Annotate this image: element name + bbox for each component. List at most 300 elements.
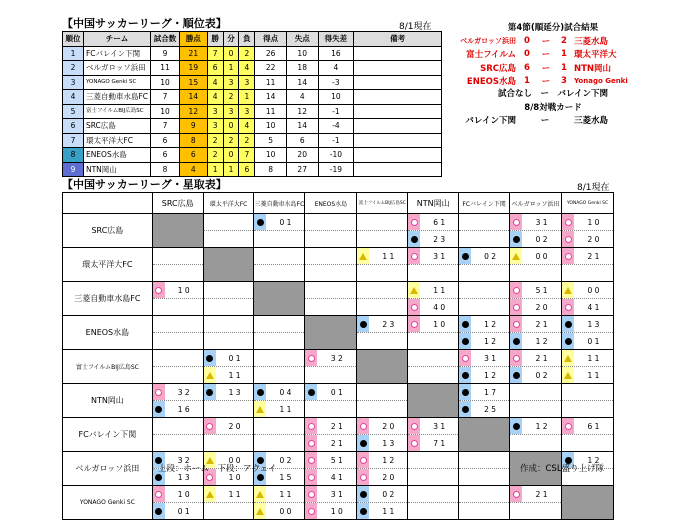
- result-mark: [357, 265, 369, 281]
- home-result: [408, 316, 458, 333]
- standings-points-cell: 14: [179, 90, 207, 105]
- away-result: [204, 401, 254, 417]
- star-column-header: 環太平洋大FC: [203, 193, 254, 214]
- score-text: 4 1: [587, 302, 600, 312]
- result-mark: [510, 231, 522, 247]
- standings-points-cell: 6: [179, 148, 207, 163]
- standings-header-row: [63, 32, 442, 47]
- loss-dot-icon: [462, 372, 469, 379]
- standings-header-cell: 分: [223, 32, 239, 47]
- result-mark: [510, 401, 522, 417]
- away-result: [510, 435, 561, 451]
- standings-team-cell: FCバレイン下関: [83, 46, 150, 61]
- away-result: [357, 333, 407, 349]
- score-text: 1 3: [587, 319, 600, 329]
- loss-dot-icon: [513, 372, 520, 379]
- star-self-cell: [408, 384, 459, 418]
- result-mark: [357, 503, 369, 519]
- result-mark: [408, 282, 420, 298]
- star-cell: [254, 214, 305, 248]
- loss-dot-icon: [360, 321, 367, 328]
- score-text: 2 0: [587, 234, 600, 244]
- score-text: 1 1: [587, 353, 600, 363]
- star-cell: [510, 282, 562, 316]
- star-cell: [305, 350, 357, 384]
- result-mark: [204, 299, 216, 315]
- home-result: [562, 316, 613, 333]
- star-cell: [203, 282, 254, 316]
- away-result: [305, 367, 356, 383]
- result-mark: [510, 350, 522, 366]
- standings-ga-cell: 20: [286, 148, 318, 163]
- home-result: [204, 350, 254, 367]
- result-mark: [357, 435, 369, 451]
- standings-draw-cell: 1: [223, 162, 239, 177]
- away-result: [357, 401, 407, 417]
- card-sep: ー: [540, 116, 550, 126]
- home-result: [204, 384, 254, 401]
- star-cell: [357, 248, 408, 282]
- result-mark: [305, 265, 317, 281]
- home-result: [459, 248, 509, 265]
- score-text: 1 1: [382, 251, 395, 261]
- score-text: 2 1: [535, 353, 548, 363]
- standings-note-cell: [354, 133, 442, 148]
- home-result: [459, 214, 509, 231]
- result-mark: [254, 401, 266, 417]
- star-column-header: YONAGO Genki SC: [562, 193, 614, 214]
- home-result: [254, 384, 304, 401]
- result-mark: [305, 299, 317, 315]
- standings-draw-cell: 2: [223, 133, 239, 148]
- draw-triangle-icon: [206, 372, 214, 379]
- standings-loss-cell: 3: [239, 75, 255, 90]
- result-mark: [254, 350, 266, 366]
- star-cell: [305, 418, 357, 452]
- standings-loss-cell: 2: [239, 133, 255, 148]
- standings-ga-cell: 10: [286, 46, 318, 61]
- star-cell: [203, 418, 254, 452]
- result-mark: [459, 350, 471, 366]
- away-result: [408, 367, 458, 383]
- score-text: 0 1: [228, 353, 241, 363]
- result-home: ENEOS水島: [466, 77, 516, 88]
- star-cell: [203, 350, 254, 384]
- away-result: [254, 231, 304, 247]
- result-mark: [153, 299, 165, 315]
- away-result: [459, 367, 509, 383]
- away-result: [408, 231, 458, 247]
- away-result: [357, 299, 407, 315]
- star-cell: [459, 452, 510, 486]
- win-circle-icon: [308, 474, 315, 481]
- away-result: [562, 435, 613, 451]
- standings-rank-cell: 3: [63, 75, 84, 90]
- result-mark: [204, 333, 216, 349]
- standings-gf-cell: 10: [255, 119, 287, 134]
- star-cell: [459, 214, 510, 248]
- star-cell: [357, 486, 408, 520]
- away-result: [562, 333, 613, 349]
- win-circle-icon: [308, 355, 315, 362]
- home-result: [305, 384, 356, 401]
- standings-team-cell: ENEOS水島: [83, 148, 150, 163]
- home-result: [408, 350, 458, 367]
- table-row: [63, 46, 442, 61]
- star-cell: [357, 316, 408, 350]
- standings-team-cell: ベルガロッソ浜田: [83, 61, 150, 76]
- win-circle-icon: [513, 287, 520, 294]
- standings-games-cell: 10: [151, 75, 180, 90]
- standings-games-cell: 6: [151, 133, 180, 148]
- away-result: [510, 333, 561, 349]
- score-text: 5 1: [330, 455, 343, 465]
- score-text: 1 1: [587, 370, 600, 380]
- table-row: [63, 316, 614, 350]
- win-circle-icon: [308, 423, 315, 430]
- away-result: [408, 503, 458, 519]
- away-result: [153, 435, 203, 451]
- star-cell: [562, 350, 614, 384]
- result-mark: [562, 333, 574, 349]
- home-result: [408, 282, 458, 299]
- score-text: 1 0: [330, 506, 343, 516]
- standings-rank-cell: 8: [63, 148, 84, 163]
- result-mark: [459, 282, 471, 298]
- standings-points-cell: 9: [179, 119, 207, 134]
- home-result: [254, 350, 304, 367]
- standings-loss-cell: 3: [239, 104, 255, 119]
- result-mark: [305, 282, 317, 298]
- score-text: 1 3: [228, 387, 241, 397]
- result-mark: [204, 503, 216, 519]
- result-mark: [153, 282, 165, 298]
- home-result: [562, 248, 613, 265]
- table-row: [63, 162, 442, 177]
- standings-draw-cell: 0: [223, 119, 239, 134]
- draw-triangle-icon: [206, 491, 214, 498]
- home-result: [459, 316, 509, 333]
- result-mark: [562, 418, 574, 434]
- standings-ga-cell: 14: [286, 75, 318, 90]
- standings-gd-cell: -1: [318, 133, 354, 148]
- standings-gf-cell: 26: [255, 46, 287, 61]
- standings-gd-cell: -10: [318, 148, 354, 163]
- result-mark: [153, 503, 165, 519]
- standings-gf-cell: 8: [255, 162, 287, 177]
- result-mark: [357, 469, 369, 485]
- star-cell: [305, 282, 357, 316]
- table-row: [63, 486, 614, 520]
- result-mark: [305, 503, 317, 519]
- star-cell: [203, 486, 254, 520]
- score-text: 5 1: [535, 285, 548, 295]
- draw-triangle-icon: [256, 406, 264, 413]
- star-cell: [510, 486, 562, 520]
- star-row-team: FCバレイン下関: [63, 418, 153, 452]
- home-result: [562, 384, 613, 401]
- standings-ga-cell: 4: [286, 90, 318, 105]
- standings-draw-cell: 2: [223, 90, 239, 105]
- result-mark: [204, 486, 216, 502]
- standings-table: [62, 31, 442, 177]
- result-mark: [510, 503, 522, 519]
- star-cell: [562, 282, 614, 316]
- star-column-header: 三菱自動車水島FC: [254, 193, 305, 214]
- standings-header-cell: 得失差: [318, 32, 354, 47]
- result-mark: [153, 486, 165, 502]
- star-date: 8/1現在: [577, 183, 610, 193]
- away-result: [408, 299, 458, 315]
- away-result: [459, 265, 509, 281]
- home-result: [204, 486, 254, 503]
- table-row: [63, 133, 442, 148]
- away-result: [204, 333, 254, 349]
- away-result: [204, 435, 254, 451]
- star-self-cell: [357, 350, 408, 384]
- score-text: 0 2: [279, 455, 292, 465]
- loss-dot-icon: [462, 253, 469, 260]
- result-mark: [510, 248, 522, 264]
- score-text: 2 1: [330, 438, 343, 448]
- result-mark: [408, 248, 420, 264]
- standings-note-cell: [354, 75, 442, 90]
- score-text: 2 0: [535, 302, 548, 312]
- win-circle-icon: [565, 304, 572, 311]
- standings-team-cell: SRC広島: [83, 119, 150, 134]
- away-result: [153, 367, 203, 383]
- standings-win-cell: 2: [207, 148, 223, 163]
- standings-ga-cell: 27: [286, 162, 318, 177]
- score-text: 2 1: [535, 489, 548, 499]
- result-mark: [562, 248, 574, 264]
- result-mark: [254, 214, 266, 230]
- home-result: [510, 486, 561, 503]
- score-text: 0 4: [279, 387, 292, 397]
- home-result: [153, 384, 203, 401]
- score-text: 3 1: [330, 489, 343, 499]
- away-result: [305, 469, 356, 485]
- result-mark: [204, 418, 216, 434]
- loss-dot-icon: [360, 491, 367, 498]
- standings-games-cell: 10: [151, 104, 180, 119]
- result-mark: [254, 384, 266, 400]
- away-result: [459, 469, 509, 485]
- home-result: [204, 282, 254, 299]
- away-result: [510, 367, 561, 383]
- home-result: [153, 316, 203, 333]
- standings-ga-cell: 18: [286, 61, 318, 76]
- away-result: [204, 367, 254, 383]
- result-mark: [510, 299, 522, 315]
- star-cell: [408, 316, 459, 350]
- standings-points-cell: 8: [179, 133, 207, 148]
- score-text: 6 1: [433, 217, 446, 227]
- star-cell: [408, 350, 459, 384]
- result-home: 富士フイルム: [466, 50, 516, 61]
- star-footer-left: 上段：ホーム 下段：アウェイ: [158, 464, 277, 474]
- result-away-score: 3: [561, 76, 567, 87]
- star-cell: [152, 248, 203, 282]
- standings-note-cell: [354, 46, 442, 61]
- table-row: [63, 384, 614, 418]
- standings-win-cell: 3: [207, 104, 223, 119]
- result-mark: [204, 282, 216, 298]
- result-mark: [153, 265, 165, 281]
- away-result: [562, 265, 613, 281]
- standings-draw-cell: 0: [223, 148, 239, 163]
- score-text: 2 3: [433, 234, 446, 244]
- result-home-score: 6: [524, 62, 530, 73]
- table-row: [63, 214, 614, 248]
- win-circle-icon: [411, 219, 418, 226]
- away-result: [305, 299, 356, 315]
- result-mark: [305, 452, 317, 468]
- loss-dot-icon: [411, 236, 418, 243]
- result-home: ベルガロッソ浜田: [460, 36, 516, 45]
- home-result: [510, 418, 561, 435]
- result-mark: [562, 350, 574, 366]
- loss-dot-icon: [360, 508, 367, 515]
- table-row: [63, 61, 442, 76]
- result-mark: [408, 265, 420, 281]
- standings-rank-cell: 7: [63, 133, 84, 148]
- result-mark: [459, 503, 471, 519]
- result-mark: [510, 316, 522, 332]
- score-text: 6 1: [587, 421, 600, 431]
- away-result: [357, 265, 407, 281]
- result-mark: [408, 418, 420, 434]
- score-text: 4 0: [433, 302, 446, 312]
- score-text: 0 0: [279, 506, 292, 516]
- result-mark: [254, 435, 266, 451]
- score-text: 1 7: [484, 387, 497, 397]
- loss-dot-icon: [155, 406, 162, 413]
- star-cell: [510, 214, 562, 248]
- star-cell: [203, 214, 254, 248]
- result-mark: [305, 214, 317, 230]
- away-result: [357, 231, 407, 247]
- star-row-team: SRC広島: [63, 214, 153, 248]
- home-result: [408, 486, 458, 503]
- star-cell: [459, 282, 510, 316]
- score-text: 0 2: [535, 370, 548, 380]
- away-result: [408, 265, 458, 281]
- score-text: 1 1: [433, 285, 446, 295]
- result-mark: [204, 401, 216, 417]
- away-result: [408, 435, 458, 451]
- loss-dot-icon: [308, 389, 315, 396]
- home-result: [408, 418, 458, 435]
- standings-points-cell: 4: [179, 162, 207, 177]
- standings-gd-cell: -4: [318, 119, 354, 134]
- score-text: 1 2: [484, 336, 497, 346]
- away-result: [562, 299, 613, 315]
- result-mark: [305, 469, 317, 485]
- result-mark: [254, 333, 266, 349]
- result-mark: [408, 231, 420, 247]
- away-result: [357, 435, 407, 451]
- score-text: 1 0: [433, 319, 446, 329]
- standings-gf-cell: 10: [255, 148, 287, 163]
- result-mark: [153, 316, 165, 332]
- loss-dot-icon: [155, 474, 162, 481]
- loss-dot-icon: [462, 338, 469, 345]
- away-result: [510, 231, 561, 247]
- standings-win-cell: 7: [207, 46, 223, 61]
- standings-games-cell: 7: [151, 119, 180, 134]
- away-result: [510, 401, 561, 417]
- result-mark: [562, 367, 574, 383]
- standings-games-cell: 7: [151, 90, 180, 105]
- loss-dot-icon: [513, 236, 520, 243]
- star-self-cell: [305, 316, 357, 350]
- win-circle-icon: [411, 423, 418, 430]
- home-result: [510, 384, 561, 401]
- result-mark: [510, 367, 522, 383]
- loss-dot-icon: [462, 321, 469, 328]
- away-result: [562, 231, 613, 247]
- win-circle-icon: [565, 219, 572, 226]
- away-result: [204, 299, 254, 315]
- star-row-team: YONAGO Genki SC: [63, 486, 153, 520]
- star-cell: [562, 418, 614, 452]
- home-result: [510, 248, 561, 265]
- away-result: [254, 333, 304, 349]
- win-circle-icon: [513, 304, 520, 311]
- table-row: [63, 148, 442, 163]
- standings-games-cell: 8: [151, 162, 180, 177]
- standings-note-cell: [354, 104, 442, 119]
- result-mark: [562, 265, 574, 281]
- score-text: 3 2: [177, 455, 190, 465]
- star-cell: [152, 316, 203, 350]
- result-mark: [459, 452, 471, 468]
- standings-header-cell: 試合数: [151, 32, 180, 47]
- score-text: 2 1: [587, 251, 600, 261]
- star-footer-right: 作成：CSL盛り上げ隊: [520, 464, 605, 474]
- result-mark: [562, 384, 574, 400]
- draw-triangle-icon: [256, 491, 264, 498]
- result-mark: [254, 367, 266, 383]
- star-row-team: 環太平洋大FC: [63, 248, 153, 282]
- star-cell: [459, 248, 510, 282]
- result-mark: [305, 401, 317, 417]
- score-text: 1 5: [279, 472, 292, 482]
- score-text: 0 2: [382, 489, 395, 499]
- home-result: [510, 350, 561, 367]
- home-result: [562, 214, 613, 231]
- score-text: 1 6: [177, 404, 190, 414]
- result-away: Yonago Genki: [574, 77, 628, 86]
- standings-gd-cell: -1: [318, 104, 354, 119]
- result-mark: [357, 299, 369, 315]
- result-mark: [408, 435, 420, 451]
- result-mark: [408, 503, 420, 519]
- win-circle-icon: [360, 474, 367, 481]
- standings-ga-cell: 6: [286, 133, 318, 148]
- result-sep: ー: [541, 77, 551, 88]
- score-text: 3 1: [433, 251, 446, 261]
- table-row: [63, 119, 442, 134]
- result-mark: [204, 316, 216, 332]
- star-cell: [305, 248, 357, 282]
- score-text: 1 1: [279, 404, 292, 414]
- result-row: [446, 34, 656, 48]
- away-result: [153, 333, 203, 349]
- result-mark: [305, 418, 317, 434]
- away-result: [357, 469, 407, 485]
